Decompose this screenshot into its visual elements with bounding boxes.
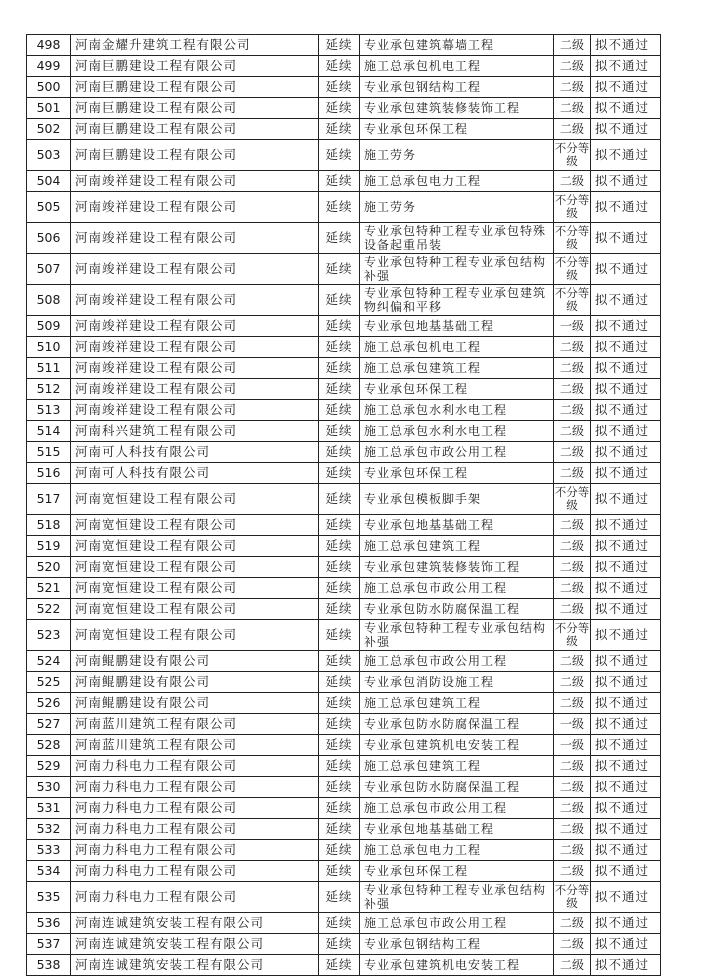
grade-cell: 二级 bbox=[554, 35, 591, 56]
result-cell: 拟不通过 bbox=[591, 223, 661, 254]
company-name-cell: 河南竣祥建设工程有限公司 bbox=[71, 223, 319, 254]
grade-cell: 不分等级 bbox=[554, 484, 591, 515]
row-number-cell: 517 bbox=[27, 484, 71, 515]
row-number-cell: 498 bbox=[27, 35, 71, 56]
application-type-cell: 延续 bbox=[319, 316, 360, 337]
result-cell: 拟不通过 bbox=[591, 192, 661, 223]
qualification-cell: 施工总承包建筑工程 bbox=[360, 358, 554, 379]
company-name-cell: 河南可人科技有限公司 bbox=[71, 463, 319, 484]
application-type-cell: 延续 bbox=[319, 557, 360, 578]
row-number-cell: 502 bbox=[27, 119, 71, 140]
qualification-cell: 专业承包钢结构工程 bbox=[360, 77, 554, 98]
table-row bbox=[27, 819, 661, 840]
grade-cell: 一级 bbox=[554, 316, 591, 337]
row-number-cell: 501 bbox=[27, 98, 71, 119]
row-number-cell: 523 bbox=[27, 620, 71, 651]
company-name-cell: 河南宽恒建设工程有限公司 bbox=[71, 515, 319, 536]
grade-cell: 不分等级 bbox=[554, 223, 591, 254]
grade-cell: 二级 bbox=[554, 56, 591, 77]
grade-cell: 二级 bbox=[554, 98, 591, 119]
result-cell: 拟不通过 bbox=[591, 672, 661, 693]
row-number-cell: 522 bbox=[27, 599, 71, 620]
table-row bbox=[27, 56, 661, 77]
grade-cell: 一级 bbox=[554, 735, 591, 756]
grade-cell: 二级 bbox=[554, 421, 591, 442]
company-name-cell: 河南竣祥建设工程有限公司 bbox=[71, 400, 319, 421]
application-type-cell: 延续 bbox=[319, 777, 360, 798]
application-type-cell: 延续 bbox=[319, 400, 360, 421]
result-cell: 拟不通过 bbox=[591, 463, 661, 484]
company-name-cell: 河南蓝川建筑工程有限公司 bbox=[71, 735, 319, 756]
application-type-cell: 延续 bbox=[319, 442, 360, 463]
company-name-cell: 河南竣祥建设工程有限公司 bbox=[71, 337, 319, 358]
application-type-cell: 延续 bbox=[319, 693, 360, 714]
qualification-cell: 专业承包特种工程专业承包特殊设备起重吊装 bbox=[360, 223, 554, 254]
company-name-cell: 河南竣祥建设工程有限公司 bbox=[71, 192, 319, 223]
qualification-cell: 施工劳务 bbox=[360, 192, 554, 223]
result-cell: 拟不通过 bbox=[591, 536, 661, 557]
company-name-cell: 河南可人科技有限公司 bbox=[71, 442, 319, 463]
table-row bbox=[27, 756, 661, 777]
table-row bbox=[27, 578, 661, 599]
company-name-cell: 河南巨鹏建设工程有限公司 bbox=[71, 140, 319, 171]
qualification-cell: 专业承包模板脚手架 bbox=[360, 484, 554, 515]
company-name-cell: 河南宽恒建设工程有限公司 bbox=[71, 599, 319, 620]
table-row bbox=[27, 463, 661, 484]
row-number-cell: 513 bbox=[27, 400, 71, 421]
row-number-cell: 520 bbox=[27, 557, 71, 578]
row-number-cell: 524 bbox=[27, 651, 71, 672]
result-cell: 拟不通过 bbox=[591, 140, 661, 171]
row-number-cell: 538 bbox=[27, 955, 71, 976]
grade-cell: 不分等级 bbox=[554, 285, 591, 316]
row-number-cell: 507 bbox=[27, 254, 71, 285]
qualification-cell: 施工劳务 bbox=[360, 140, 554, 171]
company-name-cell: 河南宽恒建设工程有限公司 bbox=[71, 536, 319, 557]
application-type-cell: 延续 bbox=[319, 463, 360, 484]
grade-cell: 不分等级 bbox=[554, 882, 591, 913]
table-row bbox=[27, 358, 661, 379]
table-row bbox=[27, 171, 661, 192]
result-cell: 拟不通过 bbox=[591, 35, 661, 56]
qualification-cell: 专业承包建筑机电安装工程 bbox=[360, 955, 554, 976]
result-cell: 拟不通过 bbox=[591, 77, 661, 98]
company-name-cell: 河南连诚建筑安装工程有限公司 bbox=[71, 934, 319, 955]
company-name-cell: 河南连诚建筑安装工程有限公司 bbox=[71, 913, 319, 934]
result-cell: 拟不通过 bbox=[591, 861, 661, 882]
table-row bbox=[27, 693, 661, 714]
application-type-cell: 延续 bbox=[319, 620, 360, 651]
row-number-cell: 531 bbox=[27, 798, 71, 819]
application-type-cell: 延续 bbox=[319, 714, 360, 735]
company-name-cell: 河南力科电力工程有限公司 bbox=[71, 819, 319, 840]
result-cell: 拟不通过 bbox=[591, 358, 661, 379]
table-row bbox=[27, 223, 661, 254]
result-cell: 拟不通过 bbox=[591, 400, 661, 421]
application-type-cell: 延续 bbox=[319, 421, 360, 442]
application-type-cell: 延续 bbox=[319, 285, 360, 316]
company-name-cell: 河南力科电力工程有限公司 bbox=[71, 840, 319, 861]
grade-cell: 二级 bbox=[554, 337, 591, 358]
row-number-cell: 528 bbox=[27, 735, 71, 756]
table-row bbox=[27, 882, 661, 913]
application-type-cell: 延续 bbox=[319, 379, 360, 400]
qualification-cell: 施工总承包水利水电工程 bbox=[360, 421, 554, 442]
grade-cell: 不分等级 bbox=[554, 620, 591, 651]
grade-cell: 二级 bbox=[554, 119, 591, 140]
qualification-cell: 专业承包建筑装修装饰工程 bbox=[360, 557, 554, 578]
result-cell: 拟不通过 bbox=[591, 651, 661, 672]
table-row bbox=[27, 672, 661, 693]
row-number-cell: 525 bbox=[27, 672, 71, 693]
qualification-cell: 专业承包建筑装修装饰工程 bbox=[360, 98, 554, 119]
table-row bbox=[27, 442, 661, 463]
application-type-cell: 延续 bbox=[319, 119, 360, 140]
row-number-cell: 511 bbox=[27, 358, 71, 379]
qualification-cell: 施工总承包建筑工程 bbox=[360, 756, 554, 777]
table-row bbox=[27, 798, 661, 819]
result-cell: 拟不通过 bbox=[591, 316, 661, 337]
qualification-cell: 专业承包地基基础工程 bbox=[360, 819, 554, 840]
qualification-cell: 专业承包特种工程专业承包结构补强 bbox=[360, 620, 554, 651]
result-cell: 拟不通过 bbox=[591, 515, 661, 536]
grade-cell: 二级 bbox=[554, 955, 591, 976]
result-cell: 拟不通过 bbox=[591, 98, 661, 119]
row-number-cell: 510 bbox=[27, 337, 71, 358]
application-type-cell: 延续 bbox=[319, 254, 360, 285]
application-type-cell: 延续 bbox=[319, 819, 360, 840]
table-row bbox=[27, 192, 661, 223]
company-name-cell: 河南蓝川建筑工程有限公司 bbox=[71, 714, 319, 735]
row-number-cell: 527 bbox=[27, 714, 71, 735]
application-type-cell: 延续 bbox=[319, 192, 360, 223]
row-number-cell: 530 bbox=[27, 777, 71, 798]
application-type-cell: 延续 bbox=[319, 672, 360, 693]
table-row bbox=[27, 557, 661, 578]
grade-cell: 二级 bbox=[554, 557, 591, 578]
company-name-cell: 河南竣祥建设工程有限公司 bbox=[71, 316, 319, 337]
company-name-cell: 河南科兴建筑工程有限公司 bbox=[71, 421, 319, 442]
table-row bbox=[27, 777, 661, 798]
grade-cell: 二级 bbox=[554, 599, 591, 620]
table-row bbox=[27, 536, 661, 557]
row-number-cell: 508 bbox=[27, 285, 71, 316]
application-type-cell: 延续 bbox=[319, 934, 360, 955]
company-name-cell: 河南竣祥建设工程有限公司 bbox=[71, 285, 319, 316]
result-cell: 拟不通过 bbox=[591, 337, 661, 358]
row-number-cell: 514 bbox=[27, 421, 71, 442]
company-name-cell: 河南宽恒建设工程有限公司 bbox=[71, 484, 319, 515]
row-number-cell: 521 bbox=[27, 578, 71, 599]
company-name-cell: 河南竣祥建设工程有限公司 bbox=[71, 379, 319, 400]
table-row bbox=[27, 515, 661, 536]
grade-cell: 二级 bbox=[554, 358, 591, 379]
result-cell: 拟不通过 bbox=[591, 557, 661, 578]
result-cell: 拟不通过 bbox=[591, 955, 661, 976]
table-row bbox=[27, 98, 661, 119]
table-row bbox=[27, 316, 661, 337]
qualification-cell: 施工总承包机电工程 bbox=[360, 56, 554, 77]
application-type-cell: 延续 bbox=[319, 35, 360, 56]
qualification-cell: 专业承包环保工程 bbox=[360, 463, 554, 484]
table-row bbox=[27, 337, 661, 358]
company-name-cell: 河南力科电力工程有限公司 bbox=[71, 861, 319, 882]
table-row bbox=[27, 484, 661, 515]
application-type-cell: 延续 bbox=[319, 536, 360, 557]
company-name-cell: 河南宽恒建设工程有限公司 bbox=[71, 578, 319, 599]
company-name-cell: 河南鲲鹏建设有限公司 bbox=[71, 651, 319, 672]
table-row bbox=[27, 934, 661, 955]
qualification-cell: 施工总承包水利水电工程 bbox=[360, 400, 554, 421]
result-cell: 拟不通过 bbox=[591, 484, 661, 515]
company-name-cell: 河南竣祥建设工程有限公司 bbox=[71, 254, 319, 285]
application-type-cell: 延续 bbox=[319, 882, 360, 913]
row-number-cell: 515 bbox=[27, 442, 71, 463]
grade-cell: 不分等级 bbox=[554, 140, 591, 171]
table-row bbox=[27, 955, 661, 976]
qualification-cell: 施工总承包市政公用工程 bbox=[360, 913, 554, 934]
application-type-cell: 延续 bbox=[319, 223, 360, 254]
qualification-cell: 专业承包环保工程 bbox=[360, 379, 554, 400]
grade-cell: 二级 bbox=[554, 442, 591, 463]
table-row bbox=[27, 913, 661, 934]
grade-cell: 一级 bbox=[554, 714, 591, 735]
application-type-cell: 延续 bbox=[319, 171, 360, 192]
row-number-cell: 518 bbox=[27, 515, 71, 536]
company-name-cell: 河南鲲鹏建设有限公司 bbox=[71, 693, 319, 714]
result-cell: 拟不通过 bbox=[591, 578, 661, 599]
qualification-cell: 施工总承包电力工程 bbox=[360, 171, 554, 192]
grade-cell: 二级 bbox=[554, 379, 591, 400]
grade-cell: 二级 bbox=[554, 777, 591, 798]
application-type-cell: 延续 bbox=[319, 756, 360, 777]
company-name-cell: 河南竣祥建设工程有限公司 bbox=[71, 171, 319, 192]
table-row bbox=[27, 714, 661, 735]
qualification-cell: 专业承包建筑幕墙工程 bbox=[360, 35, 554, 56]
qualification-cell: 专业承包地基基础工程 bbox=[360, 316, 554, 337]
qualification-cell: 专业承包建筑机电安装工程 bbox=[360, 735, 554, 756]
result-cell: 拟不通过 bbox=[591, 882, 661, 913]
result-cell: 拟不通过 bbox=[591, 254, 661, 285]
application-type-cell: 延续 bbox=[319, 913, 360, 934]
company-name-cell: 河南巨鹏建设工程有限公司 bbox=[71, 56, 319, 77]
grade-cell: 二级 bbox=[554, 861, 591, 882]
table-row bbox=[27, 599, 661, 620]
qualification-cell: 专业承包特种工程专业承包建筑物纠偏和平移 bbox=[360, 285, 554, 316]
qualification-cell: 专业承包环保工程 bbox=[360, 119, 554, 140]
table-row bbox=[27, 140, 661, 171]
grade-cell: 二级 bbox=[554, 672, 591, 693]
table-row bbox=[27, 35, 661, 56]
application-type-cell: 延续 bbox=[319, 515, 360, 536]
table-row bbox=[27, 285, 661, 316]
result-cell: 拟不通过 bbox=[591, 693, 661, 714]
company-name-cell: 河南力科电力工程有限公司 bbox=[71, 882, 319, 913]
qualification-cell: 施工总承包建筑工程 bbox=[360, 693, 554, 714]
result-cell: 拟不通过 bbox=[591, 798, 661, 819]
application-type-cell: 延续 bbox=[319, 77, 360, 98]
company-name-cell: 河南宽恒建设工程有限公司 bbox=[71, 620, 319, 651]
company-name-cell: 河南连诚建筑安装工程有限公司 bbox=[71, 955, 319, 976]
result-cell: 拟不通过 bbox=[591, 119, 661, 140]
table-row bbox=[27, 77, 661, 98]
application-type-cell: 延续 bbox=[319, 484, 360, 515]
application-type-cell: 延续 bbox=[319, 735, 360, 756]
qualification-cell: 专业承包特种工程专业承包结构补强 bbox=[360, 882, 554, 913]
table-row bbox=[27, 840, 661, 861]
qualification-cell: 施工总承包电力工程 bbox=[360, 840, 554, 861]
application-type-cell: 延续 bbox=[319, 358, 360, 379]
table-row bbox=[27, 651, 661, 672]
result-cell: 拟不通过 bbox=[591, 285, 661, 316]
qualification-cell: 专业承包防水防腐保温工程 bbox=[360, 599, 554, 620]
row-number-cell: 537 bbox=[27, 934, 71, 955]
row-number-cell: 499 bbox=[27, 56, 71, 77]
company-name-cell: 河南力科电力工程有限公司 bbox=[71, 777, 319, 798]
row-number-cell: 506 bbox=[27, 223, 71, 254]
row-number-cell: 500 bbox=[27, 77, 71, 98]
result-cell: 拟不通过 bbox=[591, 840, 661, 861]
table-row bbox=[27, 119, 661, 140]
grade-cell: 二级 bbox=[554, 798, 591, 819]
grade-cell: 二级 bbox=[554, 515, 591, 536]
application-type-cell: 延续 bbox=[319, 56, 360, 77]
table-row bbox=[27, 620, 661, 651]
qualification-cell: 施工总承包市政公用工程 bbox=[360, 651, 554, 672]
company-name-cell: 河南巨鹏建设工程有限公司 bbox=[71, 119, 319, 140]
table-body bbox=[27, 35, 661, 976]
row-number-cell: 509 bbox=[27, 316, 71, 337]
result-cell: 拟不通过 bbox=[591, 620, 661, 651]
company-name-cell: 河南鲲鹏建设有限公司 bbox=[71, 672, 319, 693]
row-number-cell: 536 bbox=[27, 913, 71, 934]
grade-cell: 二级 bbox=[554, 693, 591, 714]
table-row bbox=[27, 861, 661, 882]
row-number-cell: 503 bbox=[27, 140, 71, 171]
company-name-cell: 河南宽恒建设工程有限公司 bbox=[71, 557, 319, 578]
row-number-cell: 512 bbox=[27, 379, 71, 400]
grade-cell: 二级 bbox=[554, 651, 591, 672]
grade-cell: 二级 bbox=[554, 819, 591, 840]
application-type-cell: 延续 bbox=[319, 578, 360, 599]
qualification-cell: 专业承包防水防腐保温工程 bbox=[360, 714, 554, 735]
table-row bbox=[27, 254, 661, 285]
grade-cell: 不分等级 bbox=[554, 192, 591, 223]
result-cell: 拟不通过 bbox=[591, 599, 661, 620]
application-type-cell: 延续 bbox=[319, 599, 360, 620]
company-name-cell: 河南巨鹏建设工程有限公司 bbox=[71, 98, 319, 119]
grade-cell: 二级 bbox=[554, 463, 591, 484]
qualification-review-table bbox=[26, 34, 661, 976]
application-type-cell: 延续 bbox=[319, 651, 360, 672]
result-cell: 拟不通过 bbox=[591, 735, 661, 756]
row-number-cell: 532 bbox=[27, 819, 71, 840]
application-type-cell: 延续 bbox=[319, 337, 360, 358]
application-type-cell: 延续 bbox=[319, 955, 360, 976]
qualification-cell: 专业承包消防设施工程 bbox=[360, 672, 554, 693]
application-type-cell: 延续 bbox=[319, 98, 360, 119]
grade-cell: 二级 bbox=[554, 77, 591, 98]
row-number-cell: 529 bbox=[27, 756, 71, 777]
qualification-cell: 专业承包环保工程 bbox=[360, 861, 554, 882]
qualification-cell: 施工总承包机电工程 bbox=[360, 337, 554, 358]
grade-cell: 二级 bbox=[554, 171, 591, 192]
qualification-cell: 施工总承包建筑工程 bbox=[360, 536, 554, 557]
result-cell: 拟不通过 bbox=[591, 421, 661, 442]
row-number-cell: 505 bbox=[27, 192, 71, 223]
table-row bbox=[27, 421, 661, 442]
result-cell: 拟不通过 bbox=[591, 379, 661, 400]
grade-cell: 二级 bbox=[554, 934, 591, 955]
result-cell: 拟不通过 bbox=[591, 56, 661, 77]
qualification-cell: 施工总承包市政公用工程 bbox=[360, 798, 554, 819]
application-type-cell: 延续 bbox=[319, 798, 360, 819]
qualification-cell: 专业承包钢结构工程 bbox=[360, 934, 554, 955]
company-name-cell: 河南力科电力工程有限公司 bbox=[71, 756, 319, 777]
result-cell: 拟不通过 bbox=[591, 171, 661, 192]
application-type-cell: 延续 bbox=[319, 840, 360, 861]
grade-cell: 二级 bbox=[554, 578, 591, 599]
row-number-cell: 519 bbox=[27, 536, 71, 557]
application-type-cell: 延续 bbox=[319, 140, 360, 171]
qualification-cell: 施工总承包市政公用工程 bbox=[360, 578, 554, 599]
result-cell: 拟不通过 bbox=[591, 777, 661, 798]
grade-cell: 二级 bbox=[554, 536, 591, 557]
row-number-cell: 534 bbox=[27, 861, 71, 882]
table-row bbox=[27, 400, 661, 421]
result-cell: 拟不通过 bbox=[591, 756, 661, 777]
grade-cell: 二级 bbox=[554, 913, 591, 934]
result-cell: 拟不通过 bbox=[591, 819, 661, 840]
result-cell: 拟不通过 bbox=[591, 714, 661, 735]
qualification-cell: 专业承包特种工程专业承包结构补强 bbox=[360, 254, 554, 285]
company-name-cell: 河南金耀升建筑工程有限公司 bbox=[71, 35, 319, 56]
grade-cell: 二级 bbox=[554, 400, 591, 421]
company-name-cell: 河南巨鹏建设工程有限公司 bbox=[71, 77, 319, 98]
result-cell: 拟不通过 bbox=[591, 442, 661, 463]
table-row bbox=[27, 379, 661, 400]
company-name-cell: 河南力科电力工程有限公司 bbox=[71, 798, 319, 819]
company-name-cell: 河南竣祥建设工程有限公司 bbox=[71, 358, 319, 379]
grade-cell: 二级 bbox=[554, 756, 591, 777]
row-number-cell: 535 bbox=[27, 882, 71, 913]
qualification-cell: 施工总承包市政公用工程 bbox=[360, 442, 554, 463]
result-cell: 拟不通过 bbox=[591, 934, 661, 955]
row-number-cell: 526 bbox=[27, 693, 71, 714]
row-number-cell: 516 bbox=[27, 463, 71, 484]
grade-cell: 不分等级 bbox=[554, 254, 591, 285]
row-number-cell: 504 bbox=[27, 171, 71, 192]
qualification-cell: 专业承包防水防腐保温工程 bbox=[360, 777, 554, 798]
table-row bbox=[27, 735, 661, 756]
grade-cell: 二级 bbox=[554, 840, 591, 861]
result-cell: 拟不通过 bbox=[591, 913, 661, 934]
qualification-cell: 专业承包地基基础工程 bbox=[360, 515, 554, 536]
row-number-cell: 533 bbox=[27, 840, 71, 861]
application-type-cell: 延续 bbox=[319, 861, 360, 882]
